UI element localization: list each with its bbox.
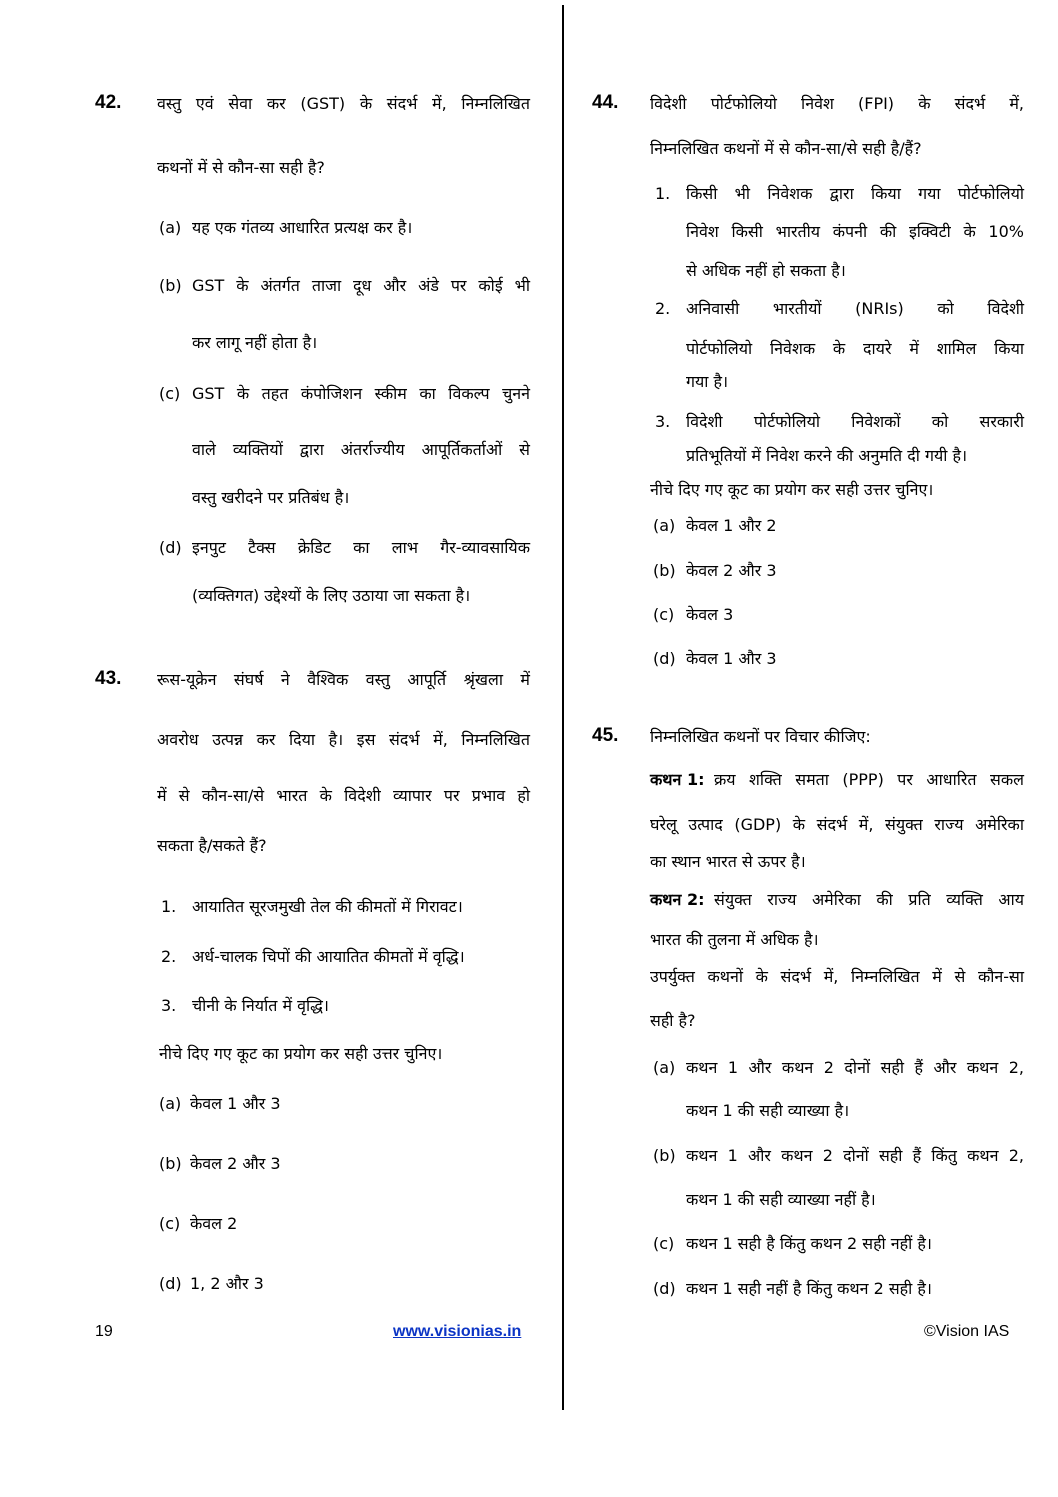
option-text: कथन 1 और कथन 2 दोनों सही हैं किंतु कथन 2, — [686, 1146, 1024, 1165]
instruction-text: नीचे दिए गए कूट का प्रयोग कर सही उत्तर चुनिए। — [650, 480, 934, 499]
statement-1-text: घरेलू उत्पाद (GDP) के संदर्भ में, संयुक्त राज्य अमेरिका — [650, 815, 1024, 834]
option-label: (a) — [653, 1058, 676, 1077]
option-label: (c) — [653, 605, 675, 624]
statement-text: चीनी के निर्यात में वृद्धि। — [192, 996, 329, 1015]
option-text: इनपुट टैक्स क्रेडिट का लाभ गैर-व्यावसायिक — [192, 538, 530, 557]
question-stem-line: अवरोध उत्पन्न कर दिया है। इस संदर्भ में, निम्नलिखित — [157, 730, 530, 749]
statement-text: गया है। — [686, 372, 729, 391]
question-number: 44. — [592, 92, 619, 113]
option-text: कथन 1 सही नहीं है किंतु कथन 2 सही है। — [686, 1279, 932, 1298]
statement-2-text: भारत की तुलना में अधिक है। — [650, 930, 819, 949]
option-label: (b) — [159, 1154, 182, 1173]
statement-2-label: कथन 2: — [650, 890, 705, 909]
statement-text: आयातित सूरजमुखी तेल की कीमतों में गिरावट। — [192, 897, 463, 916]
option-label: (c) — [159, 384, 181, 403]
column-divider — [562, 5, 564, 1410]
statement-number: 2. — [161, 947, 177, 966]
option-text: कथन 1 की सही व्याख्या है। — [686, 1101, 850, 1120]
option-text: कथन 1 और कथन 2 दोनों सही हैं और कथन 2, — [686, 1058, 1024, 1077]
statement-text: पोर्टफोलियो निवेशक के दायरे में शामिल किया — [686, 339, 1024, 358]
option-label: (d) — [653, 649, 676, 668]
website-link[interactable]: www.visionias.in — [393, 1323, 522, 1340]
option-label: (d) — [653, 1279, 676, 1298]
option-text: यह एक गंतव्य आधारित प्रत्यक्ष कर है। — [192, 218, 413, 237]
statement-text: प्रतिभूतियों में निवेश करने की अनुमति दी गयी है। — [686, 446, 968, 465]
option-label: (c) — [159, 1214, 181, 1233]
statement-text: से अधिक नहीं हो सकता है। — [686, 261, 846, 280]
question-number: 45. — [592, 725, 619, 746]
page-number: 19 — [95, 1323, 113, 1340]
statement-text: निवेश किसी भारतीय कंपनी की इक्विटी के 10% — [686, 222, 1024, 241]
statement-1-text: का स्थान भारत से ऊपर है। — [650, 852, 806, 871]
question-stem-line: रूस-यूक्रेन संघर्ष ने वैश्विक वस्तु आपूर्ति श्रृंखला में — [157, 670, 530, 689]
copyright-text: ©Vision IAS — [924, 1323, 1010, 1340]
option-text: कथन 1 सही है किंतु कथन 2 सही नहीं है। — [686, 1234, 932, 1253]
option-label: (a) — [159, 218, 182, 237]
question-number: 43. — [95, 668, 122, 689]
question-prompt: उपर्युक्त कथनों के संदर्भ में, निम्नलिखित में से कौन-सा — [650, 967, 1024, 986]
statement-2-text: संयुक्त राज्य अमेरिका की प्रति व्यक्ति आय — [714, 890, 1024, 909]
question-stem-line: सकता है/सकते हैं? — [157, 836, 267, 855]
option-text: केवल 3 — [686, 605, 734, 624]
option-label: (c) — [653, 1234, 675, 1253]
statement-number: 3. — [161, 996, 177, 1015]
option-text: GST के अंतर्गत ताजा दूध और अंडे पर कोई भी — [192, 276, 530, 295]
statement-text: विदेशी पोर्टफोलियो निवेशकों को सरकारी — [686, 412, 1024, 431]
statement-number: 1. — [655, 184, 671, 203]
option-label: (b) — [653, 1146, 676, 1165]
option-text: (व्यक्तिगत) उद्देश्यों के लिए उठाया जा सकता है। — [192, 586, 471, 605]
statement-text: अनिवासी भारतीयों (NRIs) को विदेशी — [686, 299, 1024, 318]
instruction-text: नीचे दिए गए कूट का प्रयोग कर सही उत्तर चुनिए। — [159, 1044, 443, 1063]
option-label: (b) — [159, 276, 182, 295]
option-text: वाले व्यक्तियों द्वारा अंतर्राज्यीय आपूर्तिकर्ताओं से — [192, 440, 530, 459]
question-stem-line: में से कौन-सा/से भारत के विदेशी व्यापार पर प्रभाव हो — [157, 786, 530, 805]
statement-number: 1. — [161, 897, 177, 916]
option-text: 1, 2 और 3 — [190, 1274, 264, 1293]
question-stem-line: निम्नलिखित कथनों में से कौन-सा/से सही है/हैं? — [650, 139, 922, 158]
option-label: (d) — [159, 538, 182, 557]
statement-1-text: क्रय शक्ति समता (PPP) पर आधारित सकल — [714, 770, 1024, 789]
question-stem-line: वस्तु एवं सेवा कर (GST) के संदर्भ में, निम्नलिखित — [157, 94, 530, 113]
question-prompt: सही है? — [650, 1011, 696, 1030]
option-label: (a) — [159, 1094, 182, 1113]
option-text: केवल 1 और 3 — [686, 649, 777, 668]
question-stem-line: निम्नलिखित कथनों पर विचार कीजिए: — [650, 727, 871, 746]
question-number: 42. — [95, 92, 122, 113]
option-text: वस्तु खरीदने पर प्रतिबंध है। — [192, 488, 350, 507]
statement-text: किसी भी निवेशक द्वारा किया गया पोर्टफोलियो — [686, 184, 1024, 203]
statement-number: 3. — [655, 412, 671, 431]
question-stem-line: विदेशी पोर्टफोलियो निवेश (FPI) के संदर्भ में, — [650, 94, 1024, 113]
option-text: GST के तहत कंपोजिशन स्कीम का विकल्प चुनने — [192, 384, 530, 403]
option-text: कथन 1 की सही व्याख्या नहीं है। — [686, 1190, 876, 1209]
option-text: केवल 2 और 3 — [190, 1154, 281, 1173]
statement-1-label: कथन 1: — [650, 770, 705, 789]
option-text: कर लागू नहीं होता है। — [192, 333, 318, 352]
option-text: केवल 1 और 2 — [686, 516, 777, 535]
option-label: (b) — [653, 561, 676, 580]
statement-text: अर्ध-चालक चिपों की आयातित कीमतों में वृद्धि। — [192, 947, 465, 966]
statement-number: 2. — [655, 299, 671, 318]
option-text: केवल 2 — [190, 1214, 238, 1233]
option-text: केवल 1 और 3 — [190, 1094, 281, 1113]
option-label: (a) — [653, 516, 676, 535]
option-label: (d) — [159, 1274, 182, 1293]
option-text: केवल 2 और 3 — [686, 561, 777, 580]
question-stem-line: कथनों में से कौन-सा सही है? — [157, 158, 325, 177]
